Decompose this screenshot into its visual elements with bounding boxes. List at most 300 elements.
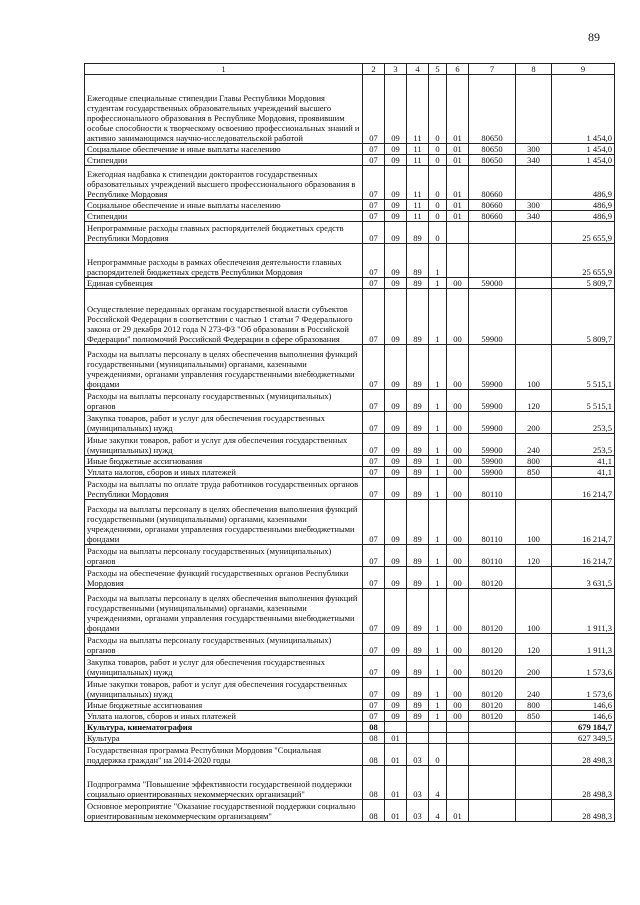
amount-cell: 41,1 (552, 467, 615, 478)
subsection-cell: 09 (385, 567, 407, 589)
program-cell: 89 (407, 434, 429, 456)
amount-cell: 1 454,0 (552, 75, 615, 144)
direction-cell: 59900 (469, 412, 516, 434)
expense-type-cell: 120 (516, 634, 552, 656)
subprogram-cell: 4 (429, 800, 447, 822)
program-cell: 89 (407, 456, 429, 467)
amount-cell: 679 184,7 (552, 722, 615, 733)
section-cell: 07 (363, 567, 385, 589)
section-cell: 07 (363, 211, 385, 222)
expense-type-cell (516, 722, 552, 733)
expense-type-cell (516, 244, 552, 278)
event-cell: 01 (447, 166, 469, 200)
amount-cell: 25 655,9 (552, 222, 615, 244)
expense-type-cell: 200 (516, 656, 552, 678)
event-cell: 01 (447, 155, 469, 166)
subprogram-cell: 1 (429, 589, 447, 634)
subsection-cell: 01 (385, 766, 407, 800)
program-cell: 89 (407, 711, 429, 722)
event-cell: 00 (447, 434, 469, 456)
section-cell: 07 (363, 634, 385, 656)
subprogram-cell: 1 (429, 390, 447, 412)
expense-type-cell (516, 766, 552, 800)
row-name-cell: Расходы на выплаты персоналу в целях обеспечения выполнения функций государственными (муниципальными) органами, казенными учреждениями, органами управления государственными внебюджетными фондами (85, 345, 363, 390)
program-cell: 89 (407, 589, 429, 634)
expense-type-cell (516, 733, 552, 744)
amount-cell: 16 214,7 (552, 545, 615, 567)
direction-cell: 59900 (469, 289, 516, 345)
amount-cell: 1 573,6 (552, 656, 615, 678)
subsection-cell: 09 (385, 211, 407, 222)
table-row (85, 733, 615, 744)
table-row (85, 800, 615, 822)
expense-type-cell: 300 (516, 200, 552, 211)
row-name-cell: Культура, кинематография (85, 722, 363, 733)
section-cell: 07 (363, 500, 385, 545)
row-name-cell: Уплата налогов, сборов и иных платежей (85, 711, 363, 722)
direction-cell: 80120 (469, 634, 516, 656)
amount-cell: 486,9 (552, 166, 615, 200)
table-row (85, 634, 615, 656)
section-cell: 07 (363, 155, 385, 166)
section-cell: 08 (363, 722, 385, 733)
row-name-cell: Ежегодные специальные стипендии Главы Республики Мордовия студентам государственных образовательных учреждений высшего профессионального образования в Республике Мордовия, проявившим особые способности к творческому освоению профессиональных знаний и активно занимающимся научно-исследовательской работой (85, 75, 363, 144)
row-name-cell: Государственная программа Республики Мордовия "Социальная поддержка граждан" на 2014-2020 годы (85, 744, 363, 766)
amount-cell: 146,6 (552, 711, 615, 722)
table-row (85, 711, 615, 722)
event-cell: 01 (447, 75, 469, 144)
program-cell: 03 (407, 744, 429, 766)
row-name-cell: Иные закупки товаров, работ и услуг для обеспечения государственных (муниципальных) нужд (85, 678, 363, 700)
column-header: 2 (363, 64, 385, 75)
amount-cell: 5 809,7 (552, 278, 615, 289)
table-row (85, 412, 615, 434)
row-name-cell: Расходы на выплаты персоналу в целях обеспечения выполнения функций государственными (муниципальными) органами, казенными учреждениями, органами управления государственными внебюджетными фондами (85, 500, 363, 545)
column-header: 7 (469, 64, 516, 75)
amount-cell: 1 911,3 (552, 634, 615, 656)
section-cell: 08 (363, 744, 385, 766)
expense-type-cell (516, 800, 552, 822)
expense-type-cell (516, 567, 552, 589)
subprogram-cell: 1 (429, 711, 447, 722)
amount-cell: 253,5 (552, 412, 615, 434)
direction-cell: 59000 (469, 278, 516, 289)
direction-cell: 59900 (469, 390, 516, 412)
amount-cell: 28 498,3 (552, 766, 615, 800)
program-cell: 89 (407, 545, 429, 567)
subsection-cell: 09 (385, 222, 407, 244)
subsection-cell: 09 (385, 434, 407, 456)
event-cell: 00 (447, 278, 469, 289)
row-name-cell: Основное мероприятие "Оказание государственной поддержки социально ориентированным некоммерческим организациям" (85, 800, 363, 822)
table-row (85, 766, 615, 800)
program-cell: 89 (407, 467, 429, 478)
direction-cell: 80660 (469, 166, 516, 200)
direction-cell: 80110 (469, 478, 516, 500)
expense-type-cell: 240 (516, 434, 552, 456)
budget-table (84, 63, 615, 822)
event-cell: 00 (447, 390, 469, 412)
direction-cell: 80120 (469, 656, 516, 678)
column-header: 4 (407, 64, 429, 75)
expense-type-cell: 240 (516, 678, 552, 700)
column-header: 1 (85, 64, 363, 75)
amount-cell: 1 911,3 (552, 589, 615, 634)
amount-cell: 627 349,5 (552, 733, 615, 744)
subsection-cell: 09 (385, 412, 407, 434)
event-cell (447, 722, 469, 733)
table-row (85, 700, 615, 711)
event-cell: 00 (447, 634, 469, 656)
section-cell: 07 (363, 678, 385, 700)
event-cell: 00 (447, 456, 469, 467)
direction-cell: 80110 (469, 500, 516, 545)
subprogram-cell: 1 (429, 545, 447, 567)
table-row (85, 144, 615, 155)
column-header: 8 (516, 64, 552, 75)
expense-type-cell (516, 289, 552, 345)
direction-cell (469, 222, 516, 244)
subprogram-cell: 1 (429, 434, 447, 456)
subprogram-cell (429, 722, 447, 733)
table-row (85, 678, 615, 700)
program-cell: 11 (407, 200, 429, 211)
header-row (85, 64, 615, 75)
expense-type-cell (516, 222, 552, 244)
subprogram-cell: 1 (429, 467, 447, 478)
subsection-cell: 09 (385, 155, 407, 166)
direction-cell: 80660 (469, 211, 516, 222)
subprogram-cell: 1 (429, 634, 447, 656)
program-cell: 89 (407, 700, 429, 711)
subsection-cell: 09 (385, 589, 407, 634)
table-row (85, 155, 615, 166)
direction-cell: 80110 (469, 545, 516, 567)
expense-type-cell: 120 (516, 390, 552, 412)
program-cell: 89 (407, 478, 429, 500)
expense-type-cell: 100 (516, 500, 552, 545)
table-row (85, 478, 615, 500)
section-cell: 07 (363, 589, 385, 634)
amount-cell: 1 573,6 (552, 678, 615, 700)
row-name-cell: Иные бюджетные ассигнования (85, 456, 363, 467)
expense-type-cell: 340 (516, 155, 552, 166)
subprogram-cell: 4 (429, 766, 447, 800)
amount-cell: 5 809,7 (552, 289, 615, 345)
program-cell: 89 (407, 390, 429, 412)
subprogram-cell: 1 (429, 456, 447, 467)
table-row (85, 545, 615, 567)
subprogram-cell: 0 (429, 211, 447, 222)
subsection-cell (385, 722, 407, 733)
row-name-cell: Расходы на обеспечение функций государственных органов Республики Мордовия (85, 567, 363, 589)
amount-cell: 486,9 (552, 200, 615, 211)
row-name-cell: Закупка товаров, работ и услуг для обеспечения государственных (муниципальных) нужд (85, 656, 363, 678)
program-cell (407, 733, 429, 744)
row-name-cell: Социальное обеспечение и иные выплаты населению (85, 200, 363, 211)
amount-cell: 25 655,9 (552, 244, 615, 278)
subsection-cell: 09 (385, 456, 407, 467)
program-cell: 11 (407, 75, 429, 144)
subsection-cell: 09 (385, 244, 407, 278)
subsection-cell: 09 (385, 75, 407, 144)
row-name-cell: Ежегодная надбавка к стипендии докторантов государственных образовательных учреждений высшего профессионального образования в Республике Мордовия (85, 166, 363, 200)
subprogram-cell: 1 (429, 700, 447, 711)
table-row (85, 244, 615, 278)
table-row (85, 345, 615, 390)
direction-cell: 80120 (469, 678, 516, 700)
event-cell (447, 222, 469, 244)
direction-cell (469, 733, 516, 744)
row-name-cell: Расходы на выплаты персоналу в целях обеспечения выполнения функций государственными (муниципальными) органами, казенными учреждениями, органами управления государственными внебюджетными фондами (85, 589, 363, 634)
table-row (85, 467, 615, 478)
subsection-cell: 09 (385, 200, 407, 211)
section-cell: 07 (363, 545, 385, 567)
subprogram-cell: 0 (429, 200, 447, 211)
row-name-cell: Подпрограмма "Повышение эффективности государственной поддержки социально ориентированных некоммерческих организаций" (85, 766, 363, 800)
section-cell: 07 (363, 656, 385, 678)
event-cell: 00 (447, 678, 469, 700)
subsection-cell: 01 (385, 733, 407, 744)
subsection-cell: 01 (385, 800, 407, 822)
subsection-cell: 09 (385, 500, 407, 545)
table-row (85, 390, 615, 412)
subprogram-cell: 1 (429, 289, 447, 345)
section-cell: 07 (363, 700, 385, 711)
program-cell: 03 (407, 800, 429, 822)
subsection-cell: 09 (385, 289, 407, 345)
section-cell: 07 (363, 478, 385, 500)
expense-type-cell (516, 478, 552, 500)
column-header: 9 (552, 64, 615, 75)
amount-cell: 3 631,5 (552, 567, 615, 589)
subprogram-cell: 1 (429, 278, 447, 289)
subprogram-cell: 0 (429, 166, 447, 200)
event-cell: 00 (447, 289, 469, 345)
table-row (85, 278, 615, 289)
page-number: 89 (588, 30, 600, 44)
row-name-cell: Закупка товаров, работ и услуг для обеспечения государственных (муниципальных) нужд (85, 412, 363, 434)
expense-type-cell: 800 (516, 456, 552, 467)
table-row (85, 222, 615, 244)
direction-cell: 80120 (469, 711, 516, 722)
event-cell: 00 (447, 345, 469, 390)
table-row (85, 744, 615, 766)
section-cell: 08 (363, 800, 385, 822)
subprogram-cell: 1 (429, 567, 447, 589)
section-cell: 07 (363, 222, 385, 244)
direction-cell: 59900 (469, 456, 516, 467)
program-cell: 89 (407, 567, 429, 589)
program-cell (407, 722, 429, 733)
event-cell: 00 (447, 567, 469, 589)
program-cell: 89 (407, 244, 429, 278)
subsection-cell: 09 (385, 656, 407, 678)
event-cell (447, 766, 469, 800)
row-name-cell: Непрограммные расходы в рамках обеспечения деятельности главных распорядителей бюджетных средств Республики Мордовия (85, 244, 363, 278)
expense-type-cell: 850 (516, 467, 552, 478)
row-name-cell: Стипендии (85, 211, 363, 222)
direction-cell: 80650 (469, 144, 516, 155)
direction-cell: 80650 (469, 155, 516, 166)
row-name-cell: Единая субвенция (85, 278, 363, 289)
event-cell (447, 244, 469, 278)
program-cell: 89 (407, 289, 429, 345)
table-row (85, 434, 615, 456)
row-name-cell: Расходы на выплаты персоналу государственных (муниципальных) органов (85, 634, 363, 656)
row-name-cell: Непрограммные расходы главных распорядителей бюджетных средств Республики Мордовия (85, 222, 363, 244)
program-cell: 89 (407, 345, 429, 390)
amount-cell: 146,6 (552, 700, 615, 711)
direction-cell: 80660 (469, 200, 516, 211)
table-row (85, 289, 615, 345)
subsection-cell: 09 (385, 634, 407, 656)
direction-cell (469, 244, 516, 278)
subprogram-cell: 1 (429, 412, 447, 434)
section-cell: 07 (363, 467, 385, 478)
amount-cell: 28 498,3 (552, 800, 615, 822)
table-row (85, 656, 615, 678)
table-row (85, 500, 615, 545)
subprogram-cell: 0 (429, 75, 447, 144)
event-cell (447, 744, 469, 766)
section-cell: 07 (363, 711, 385, 722)
table-row (85, 75, 615, 144)
subprogram-cell: 1 (429, 478, 447, 500)
expense-type-cell: 850 (516, 711, 552, 722)
subprogram-cell: 1 (429, 500, 447, 545)
expense-type-cell: 100 (516, 345, 552, 390)
table-row (85, 722, 615, 733)
subsection-cell: 09 (385, 166, 407, 200)
row-name-cell: Стипендии (85, 155, 363, 166)
subprogram-cell (429, 733, 447, 744)
subsection-cell: 09 (385, 144, 407, 155)
row-name-cell: Осуществление переданных органам государственной власти субъектов Российской Федерации в соответствии с частью 1 статьи 7 Федерального закона от 29 декабря 2012 года N 273-ФЗ "Об образовании в Российской Федерации" полномочий Российской Федерации в сфере образования (85, 289, 363, 345)
expense-type-cell: 100 (516, 589, 552, 634)
subsection-cell: 09 (385, 545, 407, 567)
program-cell: 03 (407, 766, 429, 800)
row-name-cell: Уплата налогов, сборов и иных платежей (85, 467, 363, 478)
expense-type-cell: 800 (516, 700, 552, 711)
event-cell: 00 (447, 500, 469, 545)
section-cell: 07 (363, 390, 385, 412)
program-cell: 11 (407, 155, 429, 166)
program-cell: 11 (407, 166, 429, 200)
amount-cell: 5 515,1 (552, 390, 615, 412)
subsection-cell: 09 (385, 700, 407, 711)
direction-cell: 80120 (469, 700, 516, 711)
subprogram-cell: 1 (429, 656, 447, 678)
row-name-cell: Расходы на выплаты по оплате труда работников государственных органов Республики Мордовия (85, 478, 363, 500)
program-cell: 89 (407, 278, 429, 289)
amount-cell: 486,9 (552, 211, 615, 222)
expense-type-cell: 120 (516, 545, 552, 567)
amount-cell: 41,1 (552, 456, 615, 467)
amount-cell: 16 214,7 (552, 500, 615, 545)
direction-cell (469, 800, 516, 822)
expense-type-cell: 300 (516, 144, 552, 155)
column-header: 3 (385, 64, 407, 75)
section-cell: 08 (363, 766, 385, 800)
column-header: 5 (429, 64, 447, 75)
section-cell: 07 (363, 278, 385, 289)
event-cell: 00 (447, 711, 469, 722)
subsection-cell: 09 (385, 345, 407, 390)
table-row (85, 589, 615, 634)
event-cell: 00 (447, 467, 469, 478)
amount-cell: 28 498,3 (552, 744, 615, 766)
section-cell: 07 (363, 412, 385, 434)
subprogram-cell: 0 (429, 144, 447, 155)
section-cell: 07 (363, 345, 385, 390)
section-cell: 07 (363, 456, 385, 467)
table-row (85, 567, 615, 589)
event-cell (447, 733, 469, 744)
program-cell: 89 (407, 222, 429, 244)
program-cell: 89 (407, 412, 429, 434)
subprogram-cell: 1 (429, 345, 447, 390)
direction-cell: 80650 (469, 75, 516, 144)
subsection-cell: 01 (385, 744, 407, 766)
program-cell: 89 (407, 634, 429, 656)
event-cell: 00 (447, 412, 469, 434)
event-cell: 00 (447, 589, 469, 634)
section-cell: 07 (363, 434, 385, 456)
subsection-cell: 09 (385, 678, 407, 700)
column-header: 6 (447, 64, 469, 75)
event-cell: 00 (447, 656, 469, 678)
row-name-cell: Расходы на выплаты персоналу государственных (муниципальных) органов (85, 390, 363, 412)
event-cell: 01 (447, 200, 469, 211)
subprogram-cell: 0 (429, 744, 447, 766)
subsection-cell: 09 (385, 467, 407, 478)
subsection-cell: 09 (385, 278, 407, 289)
program-cell: 11 (407, 144, 429, 155)
event-cell: 00 (447, 545, 469, 567)
direction-cell: 59900 (469, 345, 516, 390)
expense-type-cell: 340 (516, 211, 552, 222)
direction-cell: 80120 (469, 589, 516, 634)
event-cell: 01 (447, 144, 469, 155)
table-row (85, 211, 615, 222)
event-cell: 00 (447, 700, 469, 711)
subsection-cell: 09 (385, 390, 407, 412)
expense-type-cell (516, 75, 552, 144)
program-cell: 89 (407, 500, 429, 545)
amount-cell: 16 214,7 (552, 478, 615, 500)
row-name-cell: Культура (85, 733, 363, 744)
section-cell: 07 (363, 289, 385, 345)
expense-type-cell: 200 (516, 412, 552, 434)
program-cell: 89 (407, 656, 429, 678)
direction-cell: 59900 (469, 467, 516, 478)
amount-cell: 253,5 (552, 434, 615, 456)
event-cell: 01 (447, 211, 469, 222)
event-cell: 01 (447, 800, 469, 822)
section-cell: 07 (363, 144, 385, 155)
subsection-cell: 09 (385, 711, 407, 722)
amount-cell: 5 515,1 (552, 345, 615, 390)
section-cell: 07 (363, 166, 385, 200)
subsection-cell: 09 (385, 478, 407, 500)
row-name-cell: Социальное обеспечение и иные выплаты населению (85, 144, 363, 155)
direction-cell (469, 744, 516, 766)
expense-type-cell (516, 744, 552, 766)
direction-cell: 59900 (469, 434, 516, 456)
event-cell: 00 (447, 478, 469, 500)
subprogram-cell: 0 (429, 222, 447, 244)
